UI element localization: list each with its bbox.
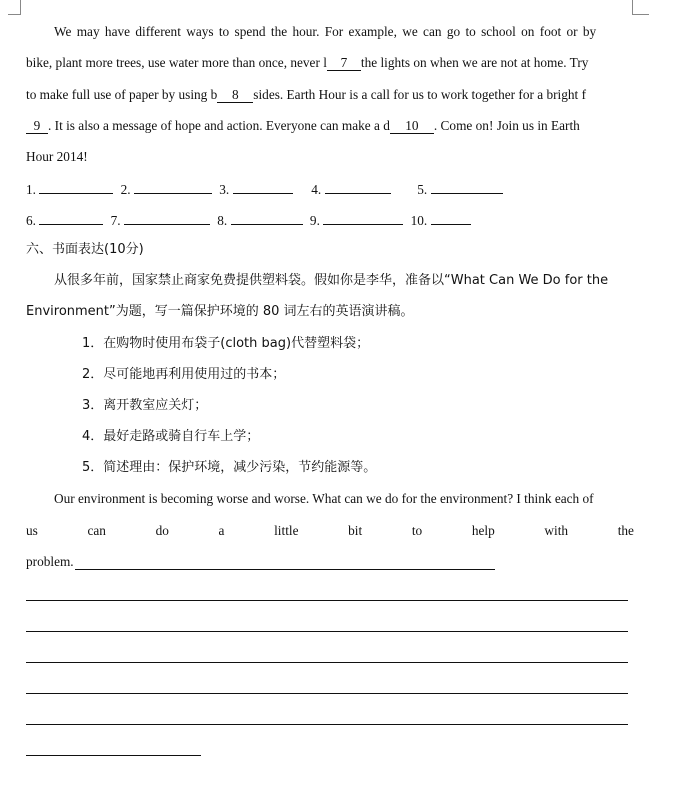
blank-9[interactable]: 9 (26, 118, 48, 134)
requirement-2: 2．尽可能地再利用使用过的书本； (82, 367, 286, 382)
answer-label-3: 3. (219, 182, 230, 197)
answer-row-1 (26, 179, 507, 199)
prompt-line-1: 从很多年前，国家禁止商家免费提供塑料袋。假如你是李华，准备以“What Can We Do for the (54, 273, 609, 288)
writing-line-0[interactable] (75, 569, 495, 570)
answer-label-10: 10. (410, 213, 428, 228)
passage-line-2: bike, plant more trees, use water more than once, never l 7 the lights on when we are not at home. Try (26, 55, 589, 70)
essay-line-3: problem. (26, 554, 74, 569)
blank-8[interactable]: 8 (217, 87, 253, 103)
answer-blank-5[interactable] (431, 179, 503, 194)
passage-line-3: to make full use of paper by using b 8 sides. Earth Hour is a call for us to work together for a bright f (26, 87, 586, 102)
answer-blank-2[interactable] (134, 179, 212, 194)
answer-label-6: 6. (26, 213, 36, 228)
blank-7[interactable]: 7 (327, 55, 361, 71)
passage-line-1: We may have different ways to spend the hour. For example, we can go to school on foot or by (54, 24, 597, 39)
writing-line-1[interactable] (26, 600, 628, 601)
answer-blank-9[interactable] (323, 210, 403, 225)
requirement-3: 3．离开教室应关灯； (82, 398, 208, 413)
answer-label-2: 2. (120, 182, 131, 197)
margin-corner-mark-right (632, 0, 649, 15)
essay-line-1: Our environment is becoming worse and worse. What can we do for the environment? I think each of (54, 491, 594, 506)
answer-blank-10[interactable] (431, 210, 471, 225)
writing-line-4[interactable] (26, 693, 628, 694)
writing-line-3[interactable] (26, 662, 628, 663)
margin-corner-mark-left (8, 0, 21, 15)
answer-blank-6[interactable] (39, 210, 103, 225)
requirement-4: 4．最好走路或骑自行车上学； (82, 429, 260, 444)
essay-line-2: us can do a little bit to help with the (26, 523, 634, 538)
answer-blank-4[interactable] (325, 179, 391, 194)
answer-label-8: 8. (217, 213, 228, 228)
section-heading: 六、书面表达(10分) (26, 242, 144, 257)
answer-blank-1[interactable] (39, 179, 113, 194)
answer-label-9: 9. (309, 213, 320, 228)
requirement-1: 1．在购物时使用布袋子(cloth bag)代替塑料袋； (82, 336, 370, 351)
writing-line-5[interactable] (26, 724, 628, 725)
answer-blank-7[interactable] (124, 210, 210, 225)
writing-line-2[interactable] (26, 631, 628, 632)
prompt-line-2: Environment”为题，写一篇保护环境的 80 词左右的英语演讲稿。 (26, 304, 414, 319)
answer-row-2 (26, 210, 475, 230)
passage-line-5: Hour 2014! (26, 149, 88, 164)
writing-line-6[interactable] (26, 755, 201, 756)
answer-label-7: 7. (110, 213, 121, 228)
answer-label-5: 5. (417, 182, 428, 197)
requirement-5: 5．简述理由：保护环境，减少污染，节约能源等。 (82, 460, 377, 475)
answer-blank-8[interactable] (231, 210, 303, 225)
blank-10[interactable]: 10 (390, 118, 434, 134)
passage-line-4: 9 . It is also a message of hope and action. Everyone can make a d 10 . Come on! Join us in Earth (26, 117, 580, 135)
answer-label-1: 1. (26, 182, 36, 197)
answer-blank-3[interactable] (233, 179, 293, 194)
answer-label-4: 4. (311, 182, 322, 197)
